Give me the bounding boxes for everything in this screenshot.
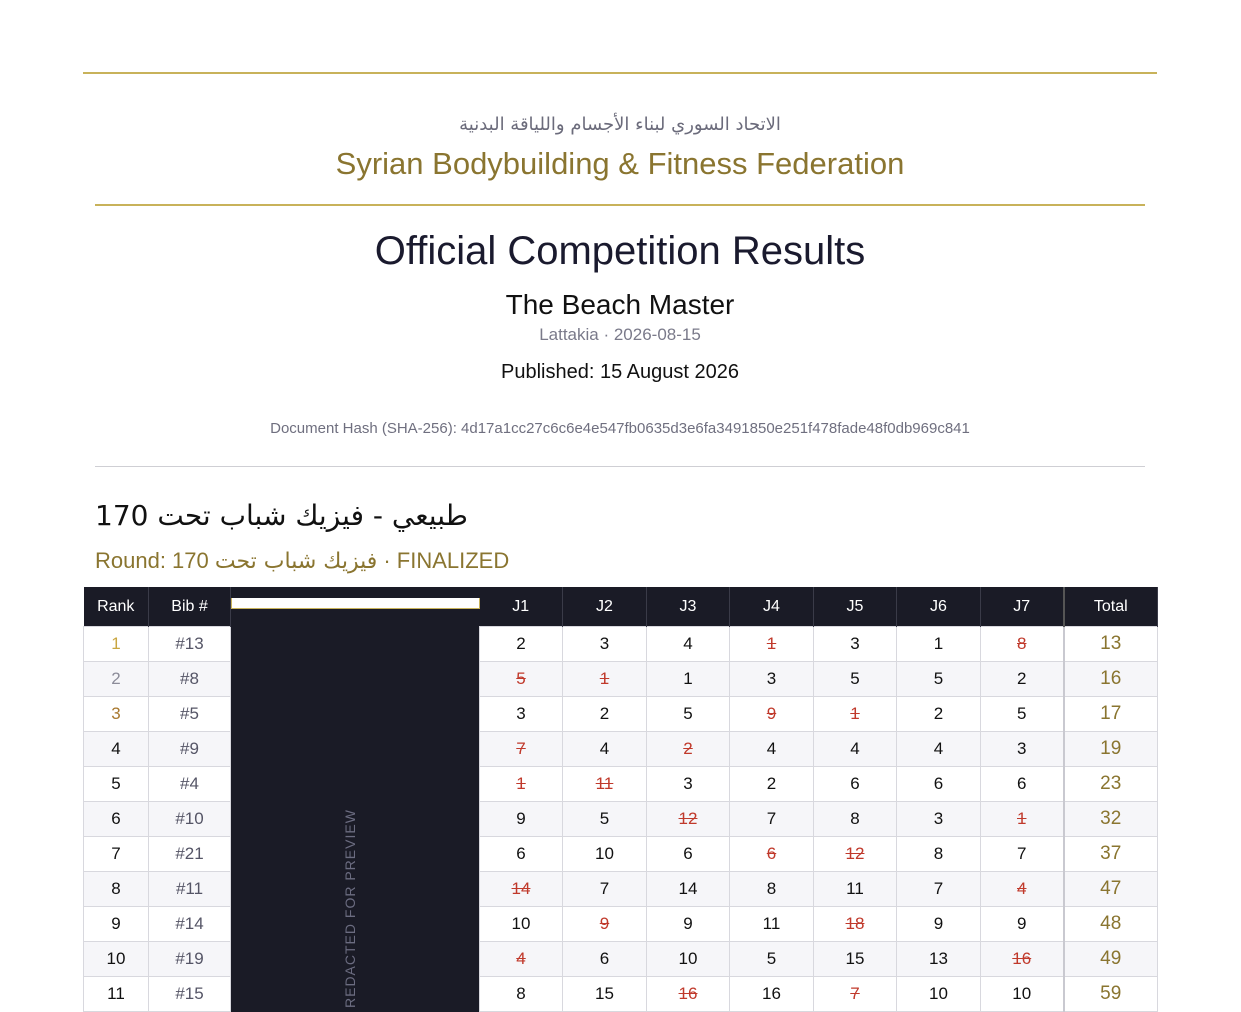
judge-score: 3	[599, 634, 610, 653]
judge-score: 4	[599, 739, 610, 758]
rank-cell: 11	[84, 977, 149, 1012]
judge-score-cell	[897, 837, 981, 872]
judge-score-cell	[647, 802, 730, 837]
total-cell: 19	[1064, 732, 1158, 767]
dropped-score: 11	[595, 774, 614, 793]
judge-score: 11	[846, 879, 864, 898]
judge-score: 4	[933, 739, 944, 758]
judge-score: 2	[766, 774, 777, 793]
judge-score: 7	[933, 879, 944, 898]
table-row	[84, 802, 1158, 837]
judge-score-cell	[647, 627, 730, 662]
judge-score-cell	[897, 977, 981, 1012]
judge-score-cell	[480, 977, 563, 1012]
judge-score: 4	[766, 739, 777, 758]
category-title	[95, 496, 1145, 536]
rank-cell: 10	[84, 942, 149, 977]
event-name: The Beach Master	[505, 289, 735, 320]
judge-score: 7	[599, 879, 610, 898]
judge-score-cell	[814, 697, 897, 732]
judge-score-cell	[730, 662, 814, 697]
judge-score-cell	[814, 662, 897, 697]
judge-score-cell	[647, 662, 730, 697]
round-status	[95, 546, 1145, 577]
dropped-score: 18	[845, 914, 865, 933]
judge-score: 2	[1017, 669, 1027, 688]
dropped-score: 12	[845, 844, 865, 863]
rank-cell: 2	[84, 662, 149, 697]
judge-score-cell	[981, 802, 1064, 837]
round-prefix: Round: 170	[95, 548, 215, 573]
judge-score: 6	[1017, 774, 1027, 793]
results-table	[83, 587, 1158, 1012]
bib-cell: #15	[149, 977, 231, 1012]
judge-score-cell	[730, 767, 814, 802]
judge-score-cell	[981, 627, 1064, 662]
judge-score-cell	[480, 732, 563, 767]
round-status-label: · FINALIZED	[377, 548, 510, 573]
dropped-score: 1	[1017, 809, 1027, 828]
dropped-score: 7	[850, 984, 860, 1003]
judge-score-cell	[897, 942, 981, 977]
judge-score: 3	[850, 634, 860, 653]
judge-score-cell	[814, 767, 897, 802]
dropped-score: 1	[850, 704, 860, 723]
judge-score: 5	[850, 669, 860, 688]
judge-score-cell	[730, 837, 814, 872]
header-j2: J2	[563, 587, 647, 627]
dropped-score: 7	[516, 739, 526, 758]
federation-header	[95, 110, 1145, 184]
total-cell: 17	[1064, 697, 1158, 732]
dropped-score: 8	[1017, 634, 1027, 653]
table-row	[84, 767, 1158, 802]
judge-score: 7	[1017, 844, 1027, 863]
judge-score-cell	[563, 697, 647, 732]
header-j5: J5	[814, 587, 897, 627]
table-row	[84, 872, 1158, 907]
judge-score: 8	[516, 984, 526, 1003]
judge-score-cell	[814, 907, 897, 942]
judge-score: 9	[1017, 914, 1027, 933]
total-cell: 37	[1064, 837, 1158, 872]
judge-score-cell	[730, 942, 814, 977]
header-j4: J4	[730, 587, 814, 627]
redaction-label: REDACTED FOR PREVIEW	[342, 809, 358, 1008]
total-cell: 32	[1064, 802, 1158, 837]
judge-score-cell	[647, 837, 730, 872]
table-row	[84, 732, 1158, 767]
judge-score-cell	[897, 767, 981, 802]
bib-cell: #21	[149, 837, 231, 872]
judge-score-cell	[647, 872, 730, 907]
judge-score-cell	[480, 697, 563, 732]
dropped-score: 14	[511, 879, 531, 898]
judge-score: 3	[933, 809, 944, 828]
judge-score-cell	[647, 977, 730, 1012]
judge-score: 14	[678, 879, 698, 898]
judge-score: 2	[933, 704, 944, 723]
judge-score: 9	[683, 914, 693, 933]
dropped-score: 9	[766, 704, 777, 723]
judge-score-cell	[563, 942, 647, 977]
judge-score-cell	[563, 662, 647, 697]
judge-score-cell	[814, 942, 897, 977]
judge-score-cell	[730, 872, 814, 907]
judge-score: 3	[766, 669, 777, 688]
judge-score: 3	[1017, 739, 1027, 758]
judge-score: 3	[683, 774, 693, 793]
header-j7: J7	[981, 587, 1064, 627]
table-row	[84, 977, 1158, 1012]
category-title-text: طبيعي - فيزيك شباب تحت 170	[95, 499, 468, 532]
judge-score: 5	[599, 809, 610, 828]
judge-score-cell	[480, 767, 563, 802]
athlete-name-redacted	[231, 767, 480, 802]
document-hash: Document Hash (SHA-256): 4d17a1cc27c6c6e4e547fb0635d3e6fa3491850e251f478fade48f0db969c841	[270, 420, 970, 437]
judge-score-cell	[814, 837, 897, 872]
judge-score: 6	[516, 844, 526, 863]
table-row	[84, 662, 1158, 697]
judge-score-cell	[981, 977, 1064, 1012]
judge-score: 6	[933, 774, 944, 793]
judge-score: 1	[933, 634, 944, 653]
dropped-score: 1	[599, 669, 610, 688]
judge-score: 4	[683, 634, 693, 653]
judge-score-cell	[480, 907, 563, 942]
top-rule	[83, 72, 1157, 74]
judge-score-cell	[814, 872, 897, 907]
judge-score: 11	[762, 914, 781, 933]
header-name-redacted	[231, 587, 480, 627]
dropped-score: 9	[599, 914, 610, 933]
judge-score-cell	[814, 732, 897, 767]
judge-score-cell	[897, 872, 981, 907]
judge-score: 6	[683, 844, 693, 863]
bib-cell: #8	[149, 662, 231, 697]
judge-score-cell	[981, 662, 1064, 697]
judge-score-cell	[647, 697, 730, 732]
judge-score-cell	[480, 627, 563, 662]
judge-score: 2	[599, 704, 610, 723]
judge-score-cell	[981, 767, 1064, 802]
rank-cell: 6	[84, 802, 149, 837]
judge-score: 10	[595, 844, 614, 863]
judge-score-cell	[563, 977, 647, 1012]
judge-score-cell	[814, 977, 897, 1012]
bib-cell: #11	[149, 872, 231, 907]
judge-score: 3	[516, 704, 526, 723]
judge-score-cell	[563, 872, 647, 907]
judge-score: 15	[845, 949, 865, 968]
total-cell: 16	[1064, 662, 1158, 697]
judge-score: 16	[762, 984, 781, 1003]
judge-score: 6	[599, 949, 610, 968]
judge-score-cell	[730, 697, 814, 732]
header-divider	[95, 204, 1145, 206]
judge-score-cell	[897, 697, 981, 732]
judge-score-cell	[480, 662, 563, 697]
judge-score-cell	[897, 662, 981, 697]
judge-score: 10	[1012, 984, 1032, 1003]
table-row	[84, 942, 1158, 977]
published-date: Published: 15 August 2026	[501, 361, 739, 383]
dropped-score: 2	[683, 739, 693, 758]
bib-cell: #4	[149, 767, 231, 802]
total-cell: 47	[1064, 872, 1158, 907]
dropped-score: 1	[766, 634, 777, 653]
judge-score: 10	[511, 914, 531, 933]
judge-score: 8	[850, 809, 860, 828]
judge-score: 1	[683, 669, 693, 688]
header-bib: Bib #	[149, 587, 231, 627]
dropped-score: 5	[516, 669, 526, 688]
bib-cell: #9	[149, 732, 231, 767]
event-location-date: Lattakia · 2026-08-15	[539, 325, 701, 344]
judge-score-cell	[647, 942, 730, 977]
judge-score: 2	[516, 634, 526, 653]
judge-score: 10	[929, 984, 948, 1003]
header-rank: Rank	[84, 587, 149, 627]
judge-score: 13	[929, 949, 948, 968]
dropped-score: 12	[678, 809, 698, 828]
judge-score-cell	[814, 627, 897, 662]
table-header-row	[84, 587, 1158, 627]
dropped-score: 1	[516, 774, 526, 793]
rank-cell: 8	[84, 872, 149, 907]
bib-cell: #19	[149, 942, 231, 977]
judge-score-cell	[981, 732, 1064, 767]
total-cell: 48	[1064, 907, 1158, 942]
judge-score: 5	[1017, 704, 1027, 723]
judge-score-cell	[981, 872, 1064, 907]
judge-score-cell	[563, 802, 647, 837]
section-divider	[95, 466, 1145, 467]
table-row	[84, 837, 1158, 872]
judge-score-cell	[730, 732, 814, 767]
judge-score-cell	[981, 697, 1064, 732]
judge-score-cell	[730, 977, 814, 1012]
judge-score-cell	[563, 907, 647, 942]
judge-score: 5	[933, 669, 944, 688]
judge-score-cell	[647, 767, 730, 802]
rank-cell: 5	[84, 767, 149, 802]
table-row	[84, 697, 1158, 732]
judge-score: 5	[766, 949, 777, 968]
judge-score-cell	[730, 627, 814, 662]
dropped-score: 6	[766, 844, 777, 863]
judge-score-cell	[814, 802, 897, 837]
dropped-score: 16	[678, 984, 698, 1003]
total-cell: 13	[1064, 627, 1158, 662]
judge-score-cell	[647, 907, 730, 942]
judge-score-cell	[647, 732, 730, 767]
judge-score-cell	[730, 907, 814, 942]
judge-score: 9	[933, 914, 944, 933]
judge-score-cell	[981, 837, 1064, 872]
rank-cell: 4	[84, 732, 149, 767]
judge-score-cell	[897, 732, 981, 767]
header-j1: J1	[480, 587, 563, 627]
judge-score-cell	[480, 872, 563, 907]
federation-name-arabic: الاتحاد السوري لبناء الأجسام واللياقة البدنية	[459, 114, 781, 135]
dropped-score: 4	[516, 949, 526, 968]
judge-score: 10	[678, 949, 698, 968]
header-total: Total	[1064, 587, 1158, 627]
table-row	[84, 907, 1158, 942]
judge-score-cell	[981, 907, 1064, 942]
federation-name-english: Syrian Bodybuilding & Fitness Federation	[335, 146, 905, 181]
dropped-score: 16	[1012, 949, 1032, 968]
header-j3: J3	[647, 587, 730, 627]
bib-cell: #5	[149, 697, 231, 732]
judge-score-cell	[981, 942, 1064, 977]
round-name-arabic: فيزيك شباب تحت	[214, 549, 378, 574]
judge-score-cell	[563, 837, 647, 872]
bib-cell: #14	[149, 907, 231, 942]
dropped-score: 4	[1017, 879, 1027, 898]
total-cell: 49	[1064, 942, 1158, 977]
table-row	[84, 627, 1158, 662]
judge-score-cell	[897, 907, 981, 942]
rank-cell: 3	[84, 697, 149, 732]
judge-score-cell	[480, 942, 563, 977]
judge-score-cell	[563, 732, 647, 767]
rank-cell: 9	[84, 907, 149, 942]
judge-score-cell	[480, 802, 563, 837]
athlete-name-redacted	[231, 627, 480, 662]
athlete-name-redacted	[231, 732, 480, 767]
judge-score-cell	[563, 627, 647, 662]
rank-cell: 1	[84, 627, 149, 662]
judge-score-cell	[730, 802, 814, 837]
total-cell: 23	[1064, 767, 1158, 802]
judge-score: 8	[933, 844, 944, 863]
judge-score-cell	[897, 627, 981, 662]
header-j6: J6	[897, 587, 981, 627]
judge-score-cell	[897, 802, 981, 837]
judge-score-cell	[563, 767, 647, 802]
judge-score: 8	[766, 879, 777, 898]
judge-score: 5	[683, 704, 693, 723]
judge-score: 6	[850, 774, 860, 793]
document-title: Official Competition Results	[374, 229, 866, 273]
judge-score: 15	[595, 984, 614, 1003]
judge-score: 4	[850, 739, 860, 758]
judge-score: 7	[766, 809, 777, 828]
athlete-name-redacted	[231, 662, 480, 697]
total-cell: 59	[1064, 977, 1158, 1012]
athlete-name-redacted	[231, 697, 480, 732]
bib-cell: #10	[149, 802, 231, 837]
judge-score: 9	[516, 809, 526, 828]
rank-cell: 7	[84, 837, 149, 872]
judge-score-cell	[480, 837, 563, 872]
bib-cell: #13	[149, 627, 231, 662]
